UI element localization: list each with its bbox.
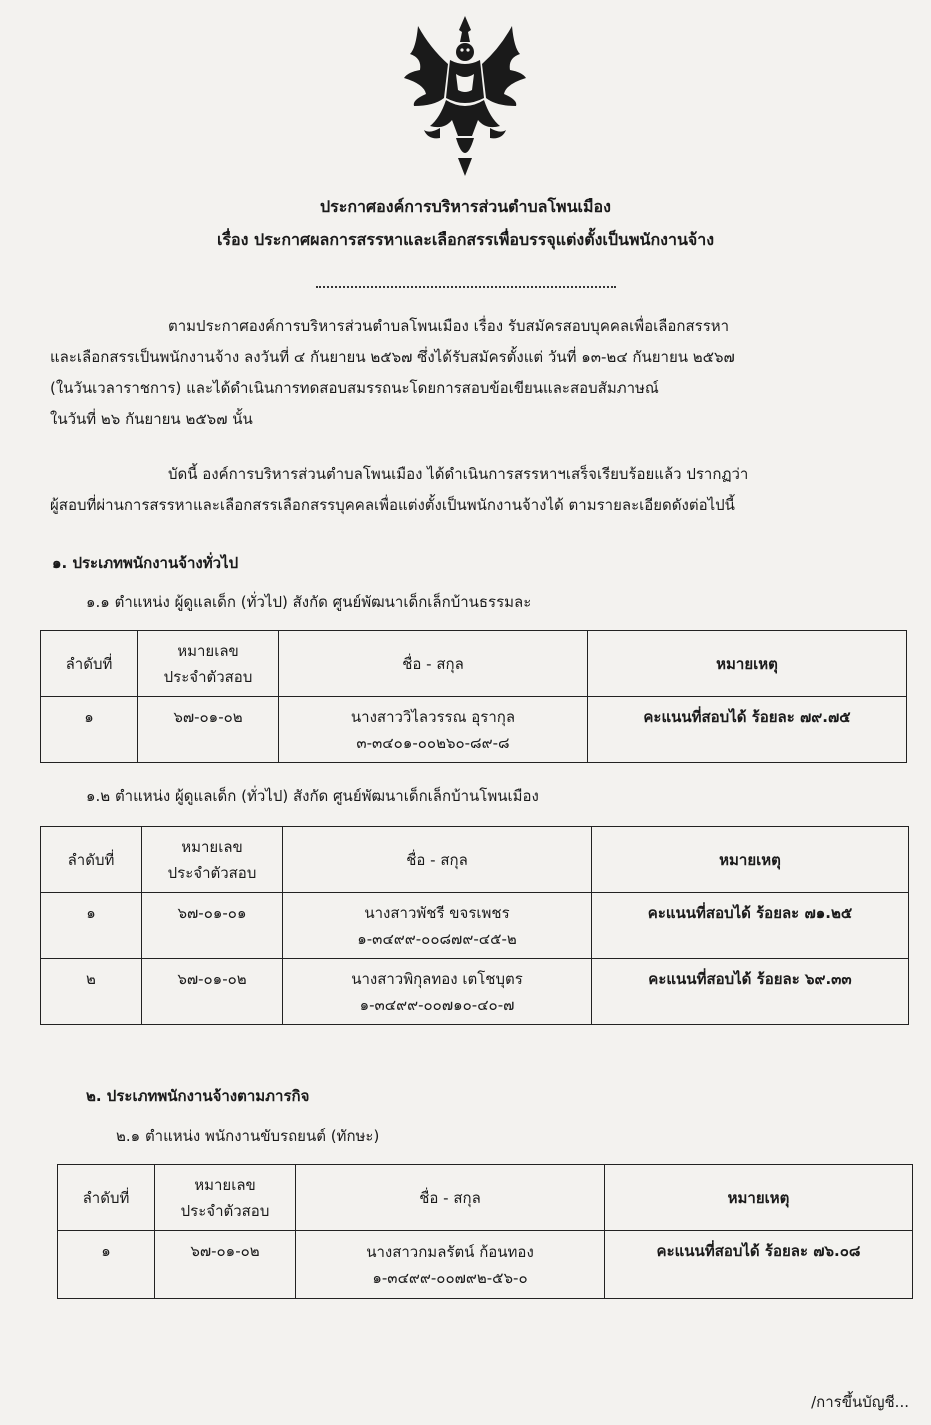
cell-order: ๑ <box>58 1231 155 1299</box>
announcement-org: ประกาศองค์การบริหารส่วนตำบลโพนเมือง <box>320 197 611 216</box>
paragraph-2-line: ผู้สอบที่ผ่านการสรรหาและเลือกสรรเลือกสรรบุคคลเพื่อแต่งตั้งเป็นพนักงานจ้างได้ ตามรายละเอียดดังต่อไปนี้ <box>50 496 735 514</box>
cell-exam-no: ๖๗-๐๑-๐๑ <box>142 893 283 959</box>
cell-name <box>283 959 592 1025</box>
paragraph-1-line: (ในวันเวลาราชการ) และได้ดำเนินการทดสอบสมรรถนะโดยการสอบข้อเขียนและสอบสัมภาษณ์ <box>50 379 659 397</box>
cell-fullname: นางสาวกมลรัตน์ ก้อนทอง <box>366 1242 534 1261</box>
cell-id-number: ๑-๓๔๙๙-๐๐๗๙๒-๕๖-๐ <box>372 1268 528 1287</box>
table-row <box>41 893 909 959</box>
section-2-heading: ๒. ประเภทพนักงานจ้างตามภารกิจ <box>86 1087 310 1105</box>
cell-name <box>279 697 588 763</box>
section-1-1-title: ๑.๑ ตำแหน่ง ผู้ดูแลเด็ก (ทั่วไป) สังกัด ศูนย์พัฒนาเด็กเล็กบ้านธรรมละ <box>86 593 532 611</box>
table-header-row <box>41 631 907 697</box>
results-table-1 <box>40 630 907 763</box>
cell-order: ๑ <box>41 697 138 763</box>
col-order: ลำดับที่ <box>58 1165 155 1231</box>
col-name: ชื่อ - สกุล <box>279 631 588 697</box>
cell-exam-no: ๖๗-๐๑-๐๒ <box>138 697 279 763</box>
garuda-emblem-icon <box>400 8 530 178</box>
continuation-note: /การขึ้นบัญชี... <box>811 1393 909 1411</box>
col-order: ลำดับที่ <box>41 631 138 697</box>
col-remark: หมายเหตุ <box>592 827 909 893</box>
col-remark: หมายเหตุ <box>588 631 907 697</box>
col-exam-no-line2: ประจำตัวสอบ <box>180 1201 270 1220</box>
col-name: ชื่อ - สกุล <box>283 827 592 893</box>
col-name: ชื่อ - สกุล <box>296 1165 605 1231</box>
cell-name <box>283 893 592 959</box>
cell-remark: คะแนนที่สอบได้ ร้อยละ ๗๙.๗๕ <box>588 697 907 763</box>
cell-exam-no: ๖๗-๐๑-๐๒ <box>155 1231 296 1299</box>
results-table-3 <box>57 1164 913 1299</box>
cell-exam-no: ๖๗-๐๑-๐๒ <box>142 959 283 1025</box>
col-exam-no <box>138 631 279 697</box>
announcement-subject: เรื่อง ประกาศผลการสรรหาและเลือกสรรเพื่อบรรจุแต่งตั้งเป็นพนักงานจ้าง <box>216 230 715 249</box>
results-table-2 <box>40 826 909 1025</box>
title-divider <box>316 286 616 288</box>
paragraph-1-line: และเลือกสรรเป็นพนักงานจ้าง ลงวันที่ ๔ กันยายน ๒๕๖๗ ซึ่งได้รับสมัครตั้งแต่ วันที่ ๑๓-๒๔ กันยายน ๒๕๖๗ <box>50 348 735 366</box>
cell-order: ๑ <box>41 893 142 959</box>
section-2-1-title: ๒.๑ ตำแหน่ง พนักงานขับรถยนต์ (ทักษะ) <box>116 1127 380 1145</box>
col-remark: หมายเหตุ <box>605 1165 913 1231</box>
cell-fullname: นางสาวพิกุลทอง เตโชบุตร <box>351 969 523 988</box>
cell-fullname: นางสาวพัชรี ขจรเพชร <box>364 903 510 922</box>
cell-fullname: นางสาววิไลวรรณ อุรากุล <box>350 707 516 726</box>
paragraph-2-line: บัดนี้ องค์การบริหารส่วนตำบลโพนเมือง ได้ดำเนินการสรรหาฯเสร็จเรียบร้อยแล้ว ปรากฏว่า <box>168 465 749 483</box>
paragraph-1 <box>50 311 895 435</box>
section-1-2-title: ๑.๒ ตำแหน่ง ผู้ดูแลเด็ก (ทั่วไป) สังกัด ศูนย์พัฒนาเด็กเล็กบ้านโพนเมือง <box>86 787 539 805</box>
col-order: ลำดับที่ <box>41 827 142 893</box>
col-exam-no-line1: หมายเลข <box>194 1175 256 1194</box>
paragraph-1-line: ตามประกาศองค์การบริหารส่วนตำบลโพนเมือง เรื่อง รับสมัครสอบบุคคลเพื่อเลือกสรรหา <box>168 317 730 335</box>
cell-id-number: ๓-๓๔๐๑-๐๐๒๖๐-๘๙-๘ <box>356 733 510 752</box>
paragraph-1-line: ในวันที่ ๒๖ กันยายน ๒๕๖๗ นั้น <box>50 410 253 428</box>
section-1-heading: ๑. ประเภทพนักงานจ้างทั่วไป <box>52 554 239 572</box>
col-exam-no <box>142 827 283 893</box>
table-row <box>41 959 909 1025</box>
cell-remark: คะแนนที่สอบได้ ร้อยละ ๗๑.๒๕ <box>592 893 909 959</box>
table-row <box>41 697 907 763</box>
cell-remark: คะแนนที่สอบได้ ร้อยละ ๖๙.๓๓ <box>592 959 909 1025</box>
table-row <box>58 1231 913 1299</box>
cell-id-number: ๑-๓๔๙๙-๐๐๗๑๐-๔๐-๗ <box>359 995 515 1014</box>
cell-name <box>296 1231 605 1299</box>
table-header-row <box>58 1165 913 1231</box>
col-exam-no <box>155 1165 296 1231</box>
cell-remark: คะแนนที่สอบได้ ร้อยละ ๗๖.๐๘ <box>605 1231 913 1299</box>
col-exam-no-line2: ประจำตัวสอบ <box>163 667 253 686</box>
paragraph-2 <box>50 459 895 521</box>
table-header-row <box>41 827 909 893</box>
col-exam-no-line2: ประจำตัวสอบ <box>167 863 257 882</box>
col-exam-no-line1: หมายเลข <box>177 641 239 660</box>
col-exam-no-line1: หมายเลข <box>181 837 243 856</box>
cell-order: ๒ <box>41 959 142 1025</box>
cell-id-number: ๑-๓๔๙๙-๐๐๘๗๙-๔๕-๒ <box>357 929 517 948</box>
